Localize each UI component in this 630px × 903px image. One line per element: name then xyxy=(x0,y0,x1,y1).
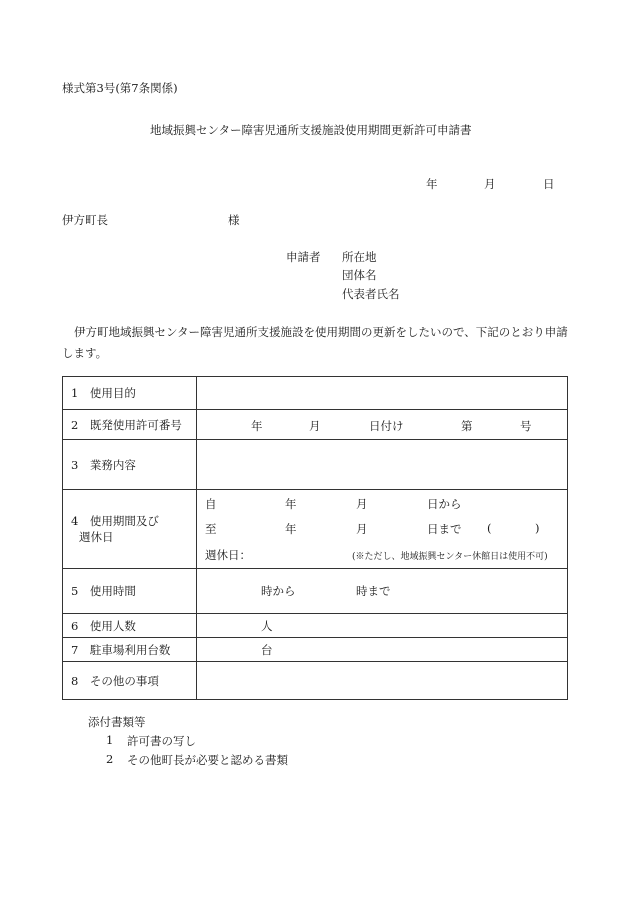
table-row xyxy=(63,410,568,440)
row-label-purpose: 1 使用目的 xyxy=(63,377,197,410)
row-label-period xyxy=(63,490,197,569)
business-field[interactable] xyxy=(197,440,568,490)
period-to-year: 年 xyxy=(285,522,297,536)
permit-dated-label: 日付け xyxy=(369,419,404,433)
applicant-label: 申請者 xyxy=(286,250,321,264)
period-from-label: 自 xyxy=(205,497,217,511)
attachment-2-text: その他町長が必要と認める書類 xyxy=(127,753,288,767)
people-field[interactable] xyxy=(197,614,568,638)
permit-year-label: 年 xyxy=(251,419,263,433)
parking-field[interactable] xyxy=(197,638,568,662)
table-row xyxy=(63,440,568,490)
row-label-business: 3 業務内容 xyxy=(63,440,197,490)
permit-month-label: 月 xyxy=(309,419,321,433)
weekly-holiday-label: 週休日： xyxy=(205,548,251,562)
period-from-month: 月 xyxy=(356,497,368,511)
purpose-field[interactable] xyxy=(197,377,568,410)
period-to-day: 日まで xyxy=(427,522,462,536)
addressee-name: 伊方町長 xyxy=(62,213,108,227)
table-row xyxy=(63,569,568,614)
other-field[interactable] xyxy=(197,662,568,700)
row-label-permit-number: 2 既発使用許可番号 xyxy=(63,410,197,440)
period-field[interactable] xyxy=(197,490,568,569)
table-row xyxy=(63,490,568,569)
attachment-1-number: 1 xyxy=(106,733,114,747)
row-label-parking: 7 駐車場利用台数 xyxy=(63,638,197,662)
application-table xyxy=(62,376,568,700)
period-paren-open: ( xyxy=(487,521,492,535)
applicant-representative-label: 代表者氏名 xyxy=(342,287,400,301)
attachment-2-number: 2 xyxy=(106,752,114,766)
period-from-day: 日から xyxy=(427,497,462,511)
row-label-other: 8 その他の事項 xyxy=(63,662,197,700)
period-label-line1: 4 使用期間及び xyxy=(71,514,159,528)
date-year: 年 xyxy=(426,177,438,191)
table-row xyxy=(63,377,568,410)
closed-day-note: (※ただし、地域振興センター休館日は使用不可) xyxy=(352,552,548,562)
hours-to-label: 時まで xyxy=(356,584,391,598)
table-row xyxy=(63,638,568,662)
hours-from-label: 時から xyxy=(261,584,296,598)
table-row xyxy=(63,614,568,638)
applicant-organization-label: 団体名 xyxy=(342,268,377,282)
permit-dai-label: 第 xyxy=(461,419,473,433)
period-label-line2: 週休日 xyxy=(79,530,114,544)
date-day: 日 xyxy=(543,177,555,191)
parking-unit: 台 xyxy=(261,643,273,657)
document-title: 地域振興センター障害児通所支援施設使用期間更新許可申請書 xyxy=(150,123,472,137)
addressee-honorific: 様 xyxy=(228,213,240,227)
people-unit: 人 xyxy=(261,619,273,633)
form-number: 様式第3号(第7条関係) xyxy=(62,81,178,95)
period-paren-close: ) xyxy=(535,521,540,535)
applicant-address-label: 所在地 xyxy=(342,250,377,264)
period-from-year: 年 xyxy=(285,497,297,511)
permit-go-label: 号 xyxy=(520,419,532,433)
period-to-label: 至 xyxy=(205,522,217,536)
intro-paragraph: 伊方町地域振興センター障害児通所支援施設を使用期間の更新をしたいので、下記のとおり申請します。 xyxy=(62,325,568,360)
hours-field[interactable] xyxy=(197,569,568,614)
row-label-hours: 5 使用時間 xyxy=(63,569,197,614)
date-month: 月 xyxy=(484,177,496,191)
attachment-1-text: 許可書の写し xyxy=(127,734,196,748)
permit-number-field[interactable] xyxy=(197,410,568,440)
period-to-month: 月 xyxy=(356,522,368,536)
table-row xyxy=(63,662,568,700)
row-label-people: 6 使用人数 xyxy=(63,614,197,638)
attachments-heading: 添付書類等 xyxy=(88,715,146,729)
